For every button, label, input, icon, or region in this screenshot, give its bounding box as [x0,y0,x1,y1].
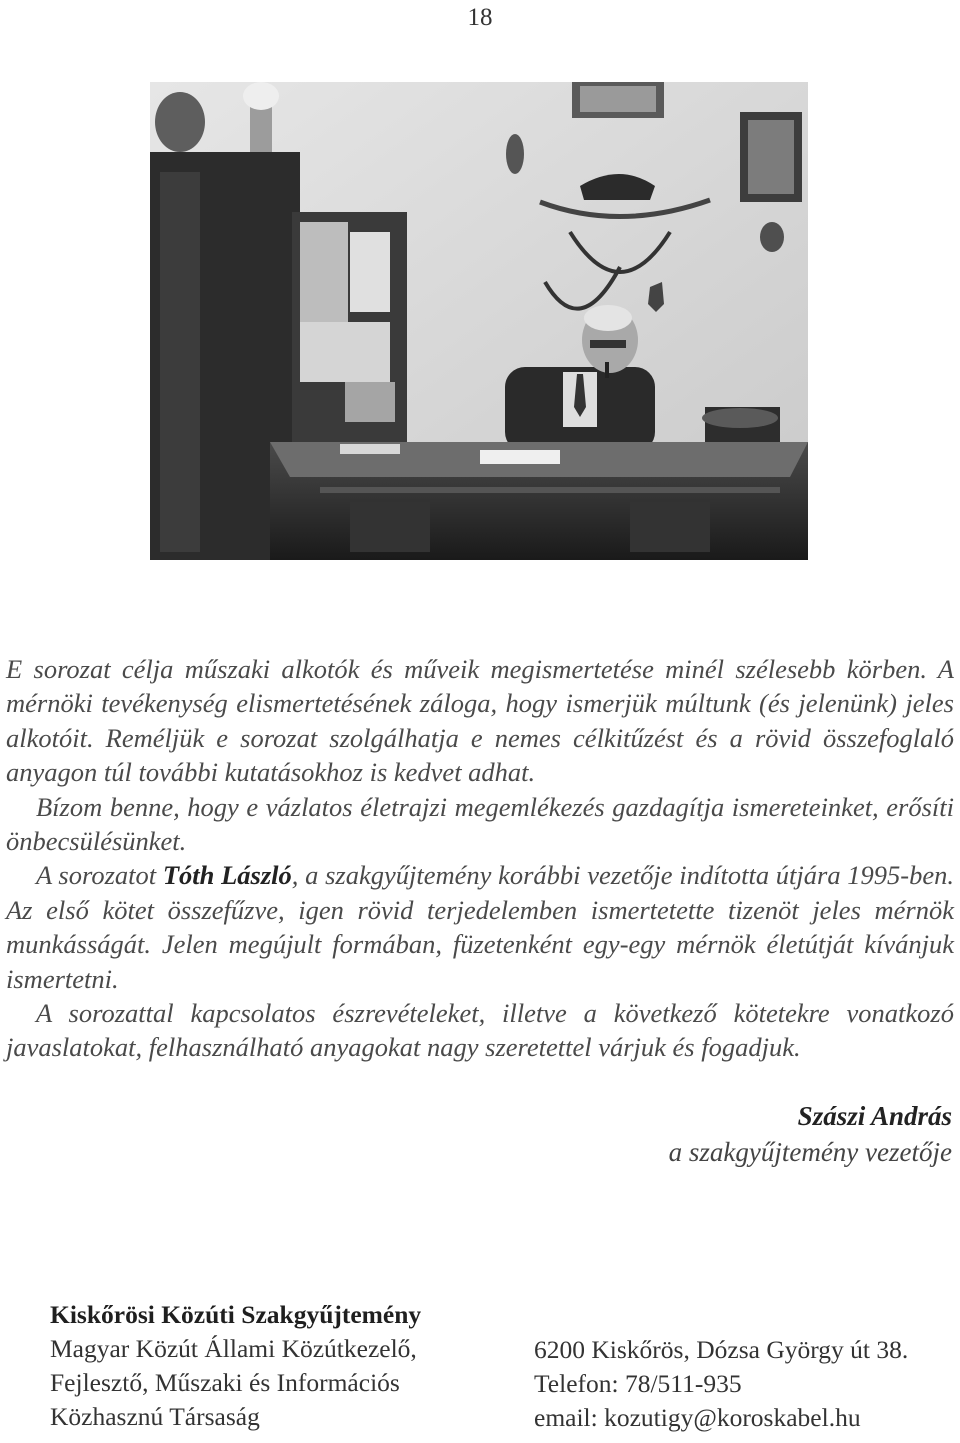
contact-email: email: kozutigy@koroskabel.hu [534,1403,861,1432]
contact-phone: Telefon: 78/511-935 [534,1369,742,1398]
founder-name: Tóth László [162,860,292,891]
publisher-info [50,1298,520,1434]
intro-p3-prefix: A sorozatot [36,860,163,891]
signature-role: a szakgyűjtemény vezetője [668,1137,952,1167]
publisher-org-name: Kiskőrösi Közúti Szakgyűjtemény [50,1300,422,1329]
intro-p3-suffix: , a szakgyűjtemény korábbi vezetője indította útjára 1995-ben. Az első kötet összefűzve, igen rövid terjedelemben ismertetette tizenöt jeles mérnök munkásságát. Jelen megújult formában, füzetenként egy-egy mérnök életútját kívánjuk ismertetni. [6,860,955,994]
publisher-line: Magyar Közút Állami Közútkezelő, [50,1334,417,1363]
publisher-line: Fejlesztő, Műszaki és Információs [50,1368,400,1397]
page-number: 18 [467,4,493,31]
contact-address: 6200 Kiskőrös, Dózsa György út 38. [534,1335,909,1364]
contact-info [534,1333,960,1435]
publisher-line: Közhasznú Társaság [50,1402,260,1431]
intro-paragraph-1: E sorozat célja műszaki alkotók és műveik megismertetése minél szélesebb körben. A mérnöki tevékenység elismertetésének záloga, hogy ismerjük múltunk (és jelenünk) jeles alkotóit. Reméljük e sorozat szolgálhatja e nemes célkitűzést és a rövid összefoglaló anyagon túl további kutatásokhoz is kedvet adhat. [6,654,954,788]
series-introduction [6,652,954,1065]
intro-paragraph-4: A sorozattal kapcsolatos észrevételeket, illetve a következő kötetekre vonatkozó javaslatokat, felhasználható anyagokat nagy szeretettel várjuk és fogadjuk. [6,998,954,1063]
archival-photo-engineer-at-desk [150,82,808,560]
intro-paragraph-2: Bízom benne, hogy e vázlatos életrajzi megemlékezés gazdagítja ismereteinket, erősíti önbecsülésünket. [6,791,954,857]
signature-block [669,1098,952,1170]
signature-name: Szászi András [797,1101,952,1131]
intro-paragraph-3 [6,858,954,996]
